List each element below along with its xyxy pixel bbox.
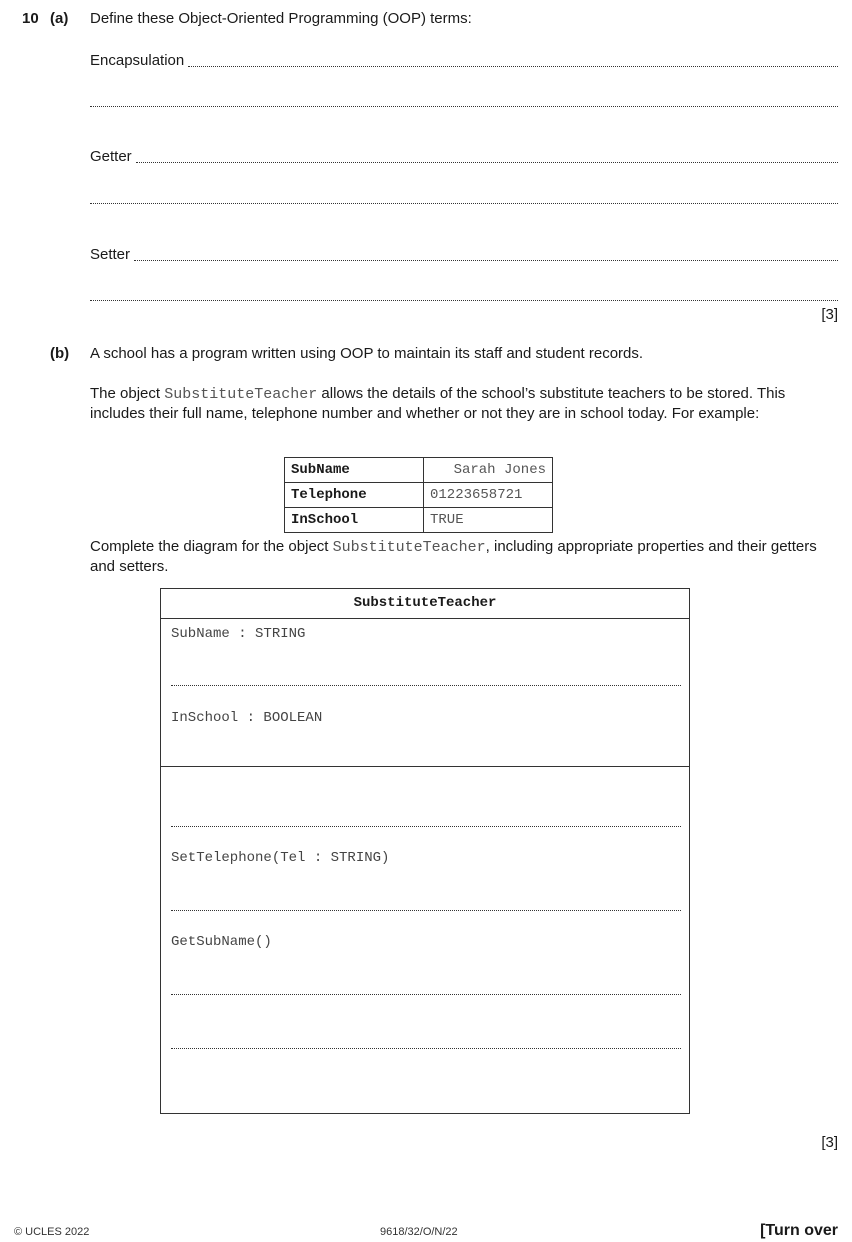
- question-number: 10: [22, 10, 39, 27]
- class-name-inline: SubstituteTeacher: [332, 539, 486, 556]
- answer-line-getter[interactable]: [90, 148, 838, 166]
- part-b-instruction: Complete the diagram for the object SubstituteTeacher, including appropriate properties and their getters and setters.: [90, 538, 817, 575]
- answer-line-setter[interactable]: [90, 246, 838, 264]
- term-setter: Setter: [90, 246, 131, 263]
- answer-line[interactable]: [90, 300, 838, 301]
- term-encapsulation: Encapsulation: [90, 52, 185, 69]
- part-a-marks: [3]: [821, 306, 838, 323]
- attribute-inschool: InSchool : BOOLEAN: [171, 710, 323, 726]
- part-b-label: (b): [50, 345, 70, 362]
- class-name-inline: SubstituteTeacher: [164, 386, 318, 403]
- part-a-label: (a): [50, 10, 69, 27]
- answer-line[interactable]: [171, 994, 681, 995]
- answer-line[interactable]: [171, 1048, 681, 1049]
- class-diagram: [160, 588, 690, 1114]
- method-settelephone: SetTelephone(Tel : STRING): [171, 850, 390, 866]
- term-getter: Getter: [90, 148, 132, 165]
- footer-code: 9618/32/O/N/22: [380, 1226, 458, 1238]
- method-getsubname: GetSubName(): [171, 934, 272, 950]
- part-b-description: The object SubstituteTeacher allows the details of the school’s substitute teachers to be stored. This includes their full name, telephone number and whether or not they are in school today. For example:: [90, 385, 786, 422]
- footer-copyright: © UCLES 2022: [14, 1226, 90, 1238]
- answer-line[interactable]: [171, 826, 681, 827]
- table-row: InSchool TRUE: [285, 508, 553, 533]
- answer-line-encapsulation[interactable]: [90, 52, 838, 70]
- table-row: Telephone 01223658721: [285, 483, 553, 508]
- answer-line[interactable]: [171, 910, 681, 911]
- part-b-intro: A school has a program written using OOP to maintain its staff and student records.: [90, 345, 644, 362]
- answer-line[interactable]: [90, 106, 838, 107]
- table-row: SubName Sarah Jones: [285, 458, 553, 483]
- attribute-subname: SubName : STRING: [171, 626, 306, 642]
- answer-line[interactable]: [171, 685, 681, 686]
- class-diagram-title: SubstituteTeacher: [161, 589, 689, 619]
- answer-line[interactable]: [90, 203, 838, 204]
- footer-turn-over: [Turn over: [760, 1222, 838, 1239]
- part-a-prompt: Define these Object-Oriented Programming (OOP) terms:: [90, 10, 472, 27]
- part-b-marks: [3]: [821, 1134, 838, 1151]
- example-table: [284, 457, 553, 533]
